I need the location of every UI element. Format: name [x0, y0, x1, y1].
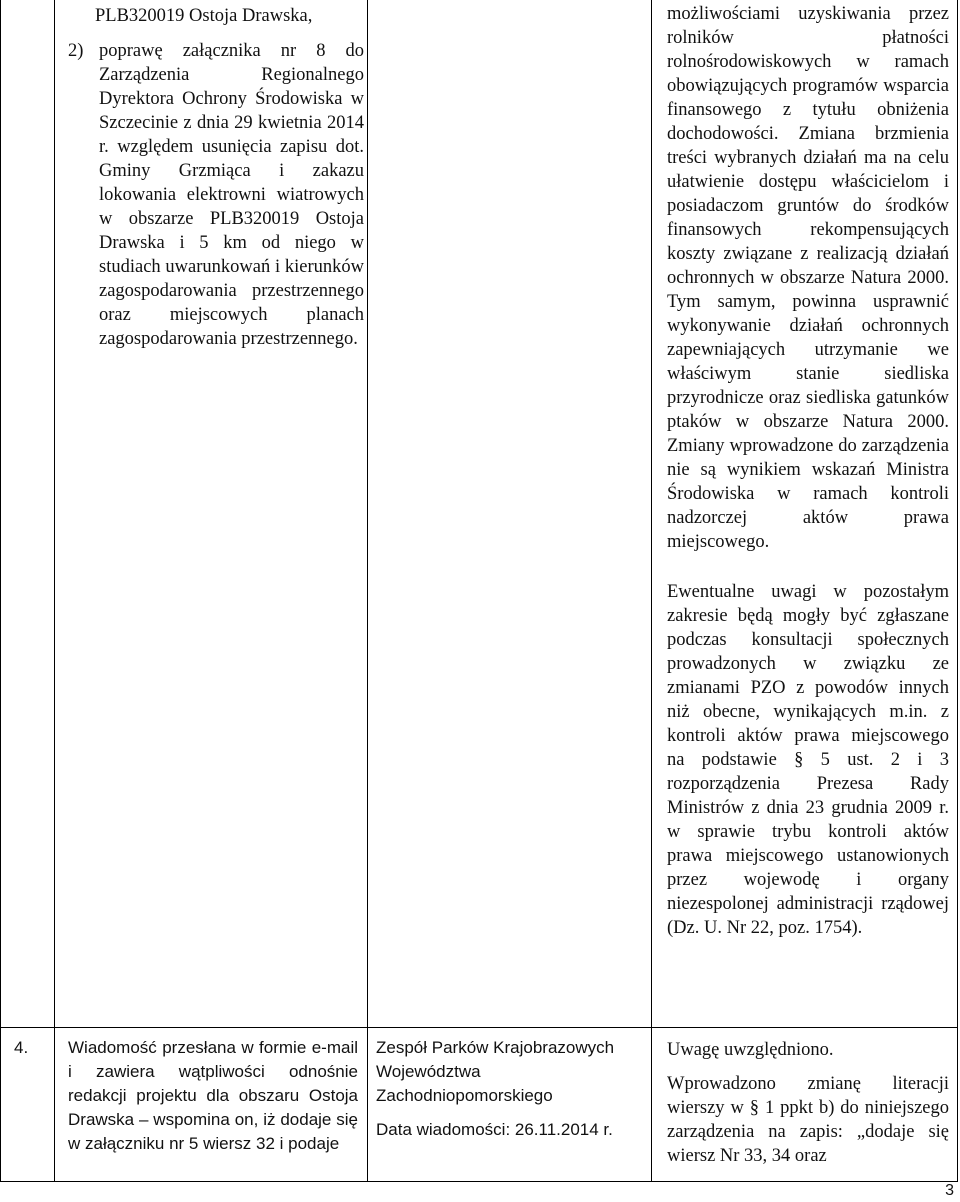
row1-description-cell	[68, 4, 364, 351]
row-divider	[0, 1027, 958, 1028]
table-border-right	[957, 0, 958, 1182]
row2-number-cell	[14, 1036, 50, 1060]
message-description: Wiadomość przesłana w formie e-mail i zawiera wątpliwości odnośnie redakcji projektu dla obszaru Ostoja Drawska – wspomina on, iż dodaje się w załączniku nr 5 wiersz 32 i podaje	[68, 1038, 358, 1153]
page-number: 3	[945, 1182, 954, 1199]
message-date: Data wiadomości: 26.11.2014 r.	[376, 1120, 613, 1139]
list-item-2	[68, 39, 364, 351]
row2-sender-cell	[376, 1036, 648, 1142]
response-paragraph-1: możliwościami uzyskiwania przez rolników płatności rolnośrodowiskowych w ramach obowiązujących programów wsparcia finansowego z tytułu obniżenia dochodowości. Zmiana brzmienia treści wybranych działań ma na celu ułatwienie dostępu właścicielom i posiadaczom gruntów do środków finansowych rekompensujących koszty związane z realizacją działań ochronnych w obszarze Natura 2000. Tym samym, powinna usprawnić wykonywanie działań ochronnych zapewniających utrzymanie we właściwym stanie siedliska przyrodnicze oraz siedliska gatunków ptaków w obszarze Natura 2000. Zmiany wprowadzone do zarządzenia nie są wynikiem wskazań Ministra Środowiska w ramach kontroli nadzorczej aktów prawa miejscowego.	[667, 4, 949, 552]
object-code-line: PLB320019 Ostoja Drawska,	[95, 6, 313, 26]
sender-name: Zespół Parków Krajobrazowych Województwa Zachodniopomorskiego	[376, 1038, 615, 1105]
row2-description-cell	[68, 1036, 358, 1156]
row1-response-cell	[667, 2, 949, 940]
column-divider-1	[54, 0, 55, 1182]
column-divider-2	[367, 0, 368, 1182]
table-border-left	[0, 0, 1, 1182]
row2-response-cell	[667, 1038, 949, 1168]
list-item-text: poprawę załącznika nr 8 do Zarządzenia Regionalnego Dyrektora Ochrony Środowiska w Szczecinie z dnia 29 kwietnia 2014 r. względem usunięcia zapisu dot. Gminy Grzmiąca i zakazu lokowania elektrowni wiatrowych w obszarze PLB320019 Ostoja Drawska i 5 km od niego w studiach uwarunkowań i kierunków zagospodarowania przestrzennego oraz miejscowych planach zagospodarowania przestrzennego.	[99, 41, 364, 349]
row-number: 4.	[14, 1038, 29, 1057]
response-paragraph-2: Ewentualne uwagi w pozostałym zakresie będą mogły być zgłaszane podczas konsultacji społecznych prowadzonych w związku ze zmianami PZO z powodów innych niż obecne, wynikających m.in. z kontroli aktów prawa miejscowego na podstawie § 5 ust. 2 i 3 rozporządzenia Prezesa Rady Ministrów z dnia 23 grudnia 2009 r. w sprawie trybu kontroli aktów prawa miejscowego ustanowionych przez wojewodę i organy niezespolonej administracji rządowej (Dz. U. Nr 22, poz. 1754).	[667, 582, 949, 938]
decision-detail: Wprowadzono zmianę literacji wierszy w § 1 ppkt b) do niniejszego zarządzenia na zapis: „dodaje się wiersz Nr 33, 34 oraz	[667, 1074, 949, 1166]
column-divider-3	[651, 0, 652, 1182]
decision-text: Uwagę uwzględniono.	[667, 1040, 834, 1060]
table-border-bottom	[0, 1181, 958, 1182]
list-item-number: 2)	[68, 41, 84, 61]
